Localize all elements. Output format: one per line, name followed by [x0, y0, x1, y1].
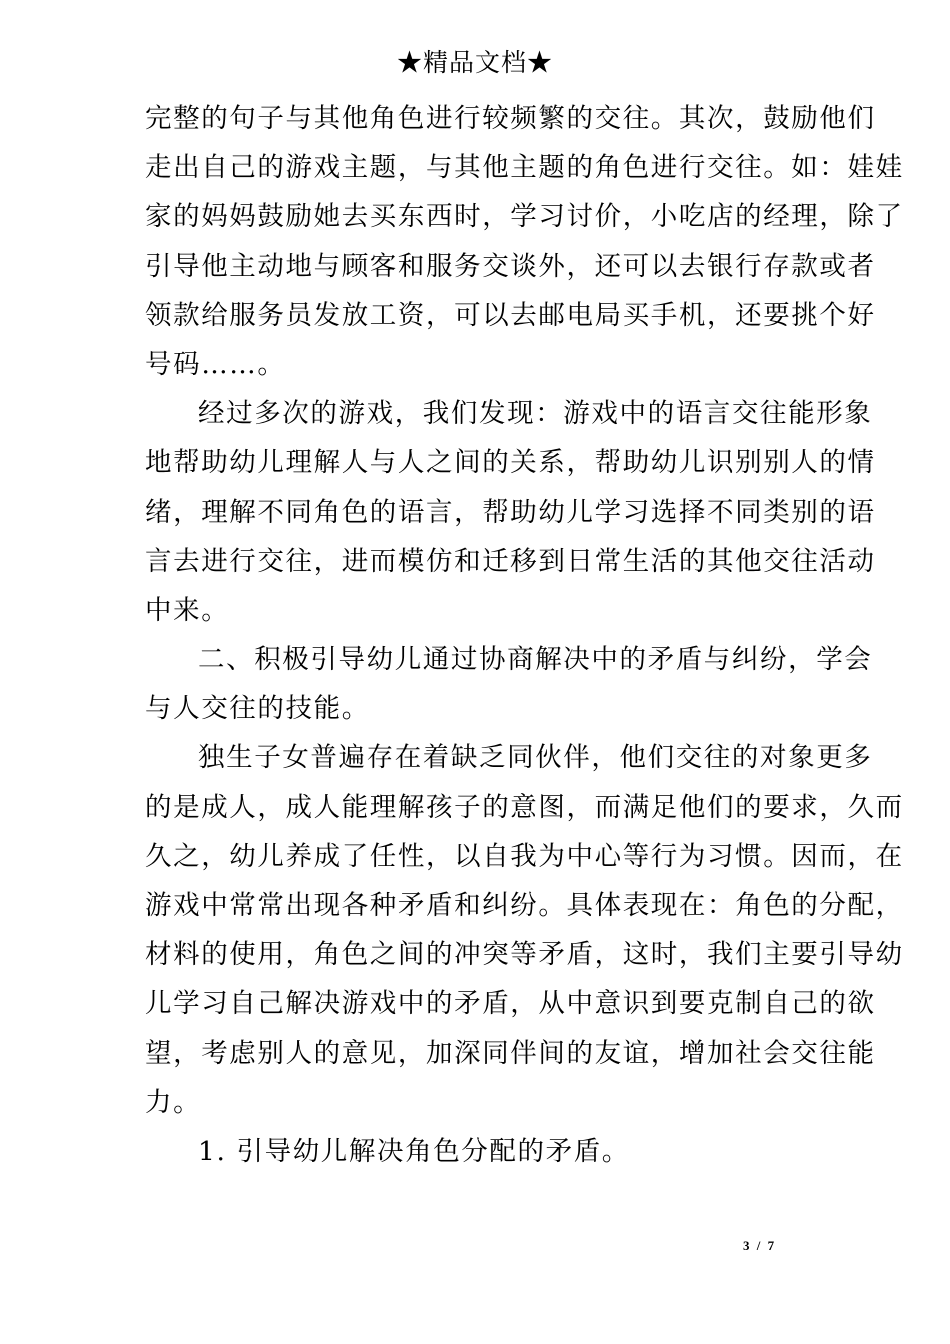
text-line: 绪，理解不同角色的语言，帮助幼儿学习选择不同类别的语: [145, 496, 876, 528]
section-heading-line: 二、积极引导幼儿通过协商解决中的矛盾与纠纷，学会: [198, 644, 873, 676]
text-line: 引导他主动地与顾客和服务交谈外，还可以去银行存款或者: [145, 250, 876, 282]
page-number: 3 / 7: [743, 1238, 777, 1253]
text-line: 经过多次的游戏，我们发现：游戏中的语言交往能形象: [198, 398, 873, 430]
document-body: [145, 94, 904, 1176]
text-line: 独生子女普遍存在着缺乏同伙伴，他们交往的对象更多: [198, 742, 873, 774]
text-line: 游戏中常常出现各种矛盾和纠纷。具体表现在：角色的分配，: [145, 890, 904, 921]
text-line: 言去进行交往，进而模仿和迁移到日常生活的其他交往活动: [145, 545, 876, 577]
text-line: 望，考虑别人的意见，加深同伴间的友谊，增加社会交往能: [145, 1037, 876, 1069]
text-line: 地帮助幼儿理解人与人之间的关系，帮助幼儿识别别人的情: [145, 447, 876, 479]
section-heading-line: 与人交往的技能。: [145, 693, 370, 725]
subheading-line: 1. 引导幼儿解决角色分配的矛盾。: [198, 1135, 630, 1167]
document-header-title: ★精品文档★: [396, 48, 553, 77]
text-line: 中来。: [145, 594, 230, 626]
text-line: 领款给服务员发放工资，可以去邮电局买手机，还要挑个好: [145, 299, 876, 331]
text-line: 走出自己的游戏主题，与其他主题的角色进行交往。如：娃娃: [145, 152, 904, 184]
text-line: 材料的使用，角色之间的冲突等矛盾，这时，我们主要引导幼: [145, 939, 904, 971]
text-line: 家的妈妈鼓励她去买东西时，学习讨价，小吃店的经理，除了: [145, 201, 904, 233]
text-line: 儿学习自己解决游戏中的矛盾，从中意识到要克制自己的欲: [145, 988, 876, 1020]
text-line: 力。: [145, 1086, 202, 1118]
text-line: 的是成人，成人能理解孩子的意图，而满足他们的要求，久而: [145, 791, 904, 823]
text-line: 号码……。: [145, 348, 286, 380]
text-line: 完整的句子与其他角色进行较频繁的交往。其次，鼓励他们: [145, 103, 876, 134]
text-line: 久之，幼儿养成了任性，以自我为中心等行为习惯。因而，在: [145, 840, 904, 872]
